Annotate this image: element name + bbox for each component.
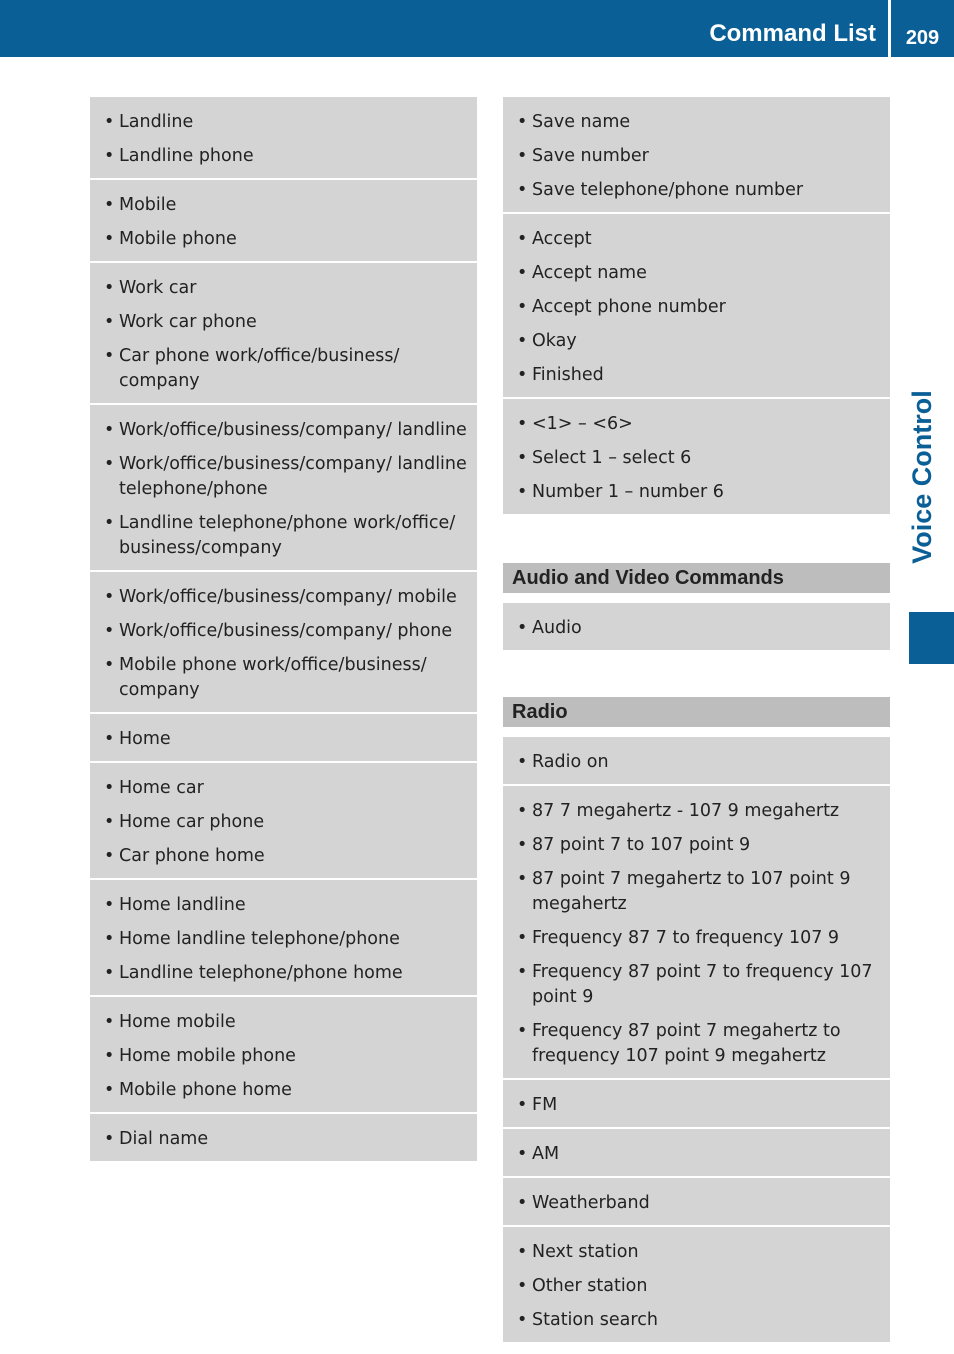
command-item: • <1> – <6> [517, 412, 880, 437]
left-command-column [90, 97, 477, 1163]
command-group [90, 880, 477, 997]
command-group [503, 399, 890, 516]
section-heading-radio: Radio [503, 697, 890, 727]
command-item: • Landline [104, 110, 467, 135]
command-item: • Mobile phone [104, 227, 467, 252]
command-item: • Accept phone number [517, 295, 880, 320]
command-item: • Audio [517, 616, 880, 641]
command-item: • Save telephone/phone number [517, 178, 880, 203]
command-item: • Finished [517, 363, 880, 388]
command-item: • Home car phone [104, 810, 467, 835]
command-item: • Car phone home [104, 844, 467, 869]
command-item: • Mobile [104, 193, 467, 218]
command-group [503, 1178, 890, 1227]
command-group [90, 1114, 477, 1163]
command-item: • Landline phone [104, 144, 467, 169]
command-item: • Home landline [104, 893, 467, 918]
command-item: • 87 point 7 megahertz to 107 point 9 megahertz [517, 867, 880, 917]
command-item: • Mobile phone home [104, 1078, 467, 1103]
command-item: • Work car [104, 276, 467, 301]
command-item: • Work car phone [104, 310, 467, 335]
command-item: • Home car [104, 776, 467, 801]
page-number-box [891, 0, 954, 57]
command-item: • Landline telephone/phone work/office/ business/company [104, 511, 467, 561]
command-item: • Frequency 87 7 to frequency 107 9 [517, 926, 880, 951]
command-item: • Select 1 – select 6 [517, 446, 880, 471]
command-item: • Car phone work/office/business/ company [104, 344, 467, 394]
command-item: • Weatherband [517, 1191, 880, 1216]
header-bar [0, 0, 888, 57]
side-tab-block [909, 612, 954, 664]
command-group [503, 1227, 890, 1344]
command-item: • Frequency 87 point 7 to frequency 107 point 9 [517, 960, 880, 1010]
command-group [503, 786, 890, 1080]
command-item: • Other station [517, 1274, 880, 1299]
header-title: Command List [709, 20, 876, 47]
command-item: • Okay [517, 329, 880, 354]
command-item: • Number 1 – number 6 [517, 480, 880, 505]
command-item: • Frequency 87 point 7 megahertz to frequency 107 point 9 megahertz [517, 1019, 880, 1069]
command-group [503, 97, 890, 214]
command-item: • Landline telephone/phone home [104, 961, 467, 986]
command-item: • Accept [517, 227, 880, 252]
right-command-column [503, 97, 890, 1344]
command-item: • Accept name [517, 261, 880, 286]
command-item: • Next station [517, 1240, 880, 1265]
command-group [90, 997, 477, 1114]
command-item: • AM [517, 1142, 880, 1167]
command-group [503, 1080, 890, 1129]
command-item: • Save name [517, 110, 880, 135]
command-group [90, 405, 477, 572]
command-item: • Home landline telephone/phone [104, 927, 467, 952]
command-item: • Work/office/business/company/ landline [104, 418, 467, 443]
command-group [503, 214, 890, 399]
command-item: • Work/office/business/company/ landline telephone/phone [104, 452, 467, 502]
section-heading-audio-video: Audio and Video Commands [503, 563, 890, 593]
command-item: • Home mobile [104, 1010, 467, 1035]
command-group [90, 572, 477, 714]
command-group [503, 737, 890, 786]
command-group [90, 263, 477, 405]
command-item: • 87 7 megahertz - 107 9 megahertz [517, 799, 880, 824]
command-group [90, 97, 477, 180]
command-item: • Home [104, 727, 467, 752]
command-item: • Home mobile phone [104, 1044, 467, 1069]
command-item: • 87 point 7 to 107 point 9 [517, 833, 880, 858]
command-group [90, 763, 477, 880]
command-group [503, 1129, 890, 1178]
side-tab-label: Voice Control [907, 390, 937, 564]
command-item: • Work/office/business/company/ mobile [104, 585, 467, 610]
command-item: • Mobile phone work/office/business/ company [104, 653, 467, 703]
command-item: • Work/office/business/company/ phone [104, 619, 467, 644]
command-group [90, 714, 477, 763]
command-item: • Save number [517, 144, 880, 169]
page-number: 209 [905, 27, 940, 49]
command-group [503, 603, 890, 652]
command-item: • Station search [517, 1308, 880, 1333]
command-group [90, 180, 477, 263]
command-item: • Radio on [517, 750, 880, 775]
command-item: • Dial name [104, 1127, 467, 1152]
command-item: • FM [517, 1093, 880, 1118]
